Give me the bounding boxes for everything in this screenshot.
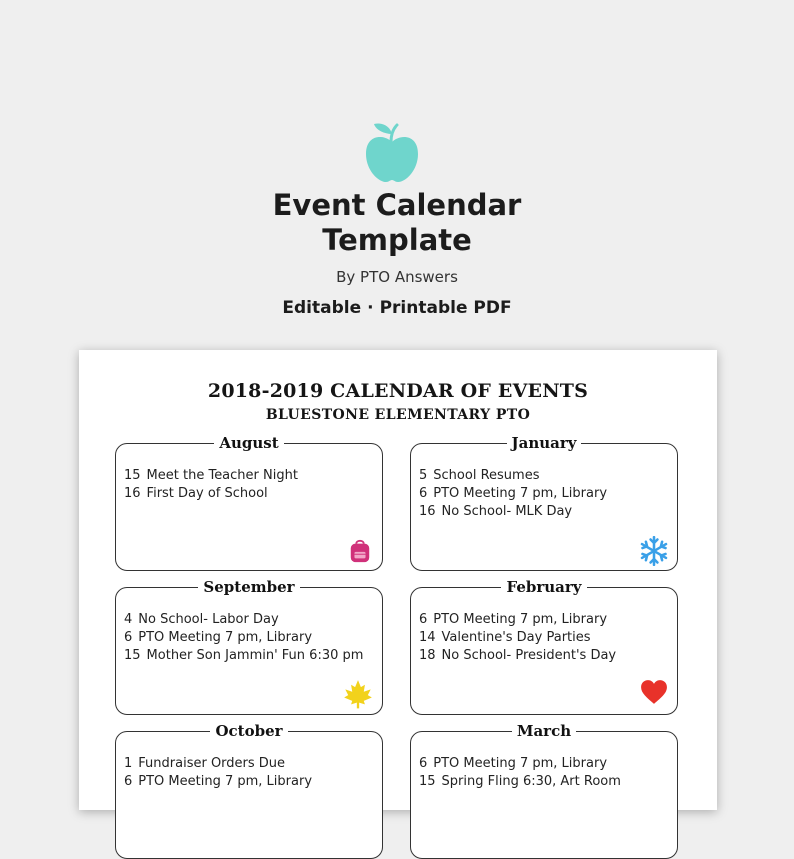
apple-icon (362, 120, 422, 184)
event-item (419, 611, 669, 629)
event-day: 6 (419, 486, 428, 501)
event-text: First Day of School (146, 486, 268, 501)
event-item (124, 467, 374, 485)
month-name: October (210, 722, 287, 740)
month-name: September (198, 578, 299, 596)
event-text: PTO Meeting 7 pm, Library (138, 630, 313, 645)
event-item (419, 467, 669, 485)
month-box-january (410, 434, 678, 571)
sheet-title: 2018-2019 CALENDAR OF EVENTS (207, 380, 589, 402)
event-item (419, 485, 669, 503)
event-item (419, 647, 669, 665)
snowflake-icon (639, 536, 669, 566)
event-list (419, 611, 669, 665)
event-day: 16 (419, 504, 436, 519)
event-text: PTO Meeting 7 pm, Library (433, 756, 608, 771)
event-item (419, 503, 669, 521)
event-day: 6 (124, 774, 133, 789)
event-text: Mother Son Jammin' Fun 6:30 pm (146, 648, 364, 663)
event-day: 4 (124, 612, 133, 627)
calendar-sheet (79, 350, 717, 810)
format-editable: Editable (282, 298, 362, 318)
title-line-2: Template (322, 223, 472, 257)
event-day: 15 (124, 648, 141, 663)
month-box-october (115, 722, 383, 859)
event-item (419, 773, 669, 791)
event-item (419, 629, 669, 647)
month-box-august (115, 434, 383, 571)
month-name: January (507, 434, 582, 452)
event-text: Meet the Teacher Night (146, 468, 298, 483)
event-day: 18 (419, 648, 436, 663)
event-day: 15 (124, 468, 141, 483)
sheet-subtitle: BLUESTONE ELEMENTARY PTO (265, 407, 531, 423)
event-text: Valentine's Day Parties (441, 630, 591, 645)
event-text: No School- Labor Day (138, 612, 279, 627)
event-item (124, 611, 374, 629)
event-text: PTO Meeting 7 pm, Library (433, 612, 608, 627)
event-text: No School- President's Day (441, 648, 617, 663)
event-text: PTO Meeting 7 pm, Library (433, 486, 608, 501)
backpack-icon (348, 536, 372, 566)
event-day: 1 (124, 756, 133, 771)
event-item (124, 773, 374, 791)
heart-icon (639, 678, 669, 706)
event-item (124, 629, 374, 647)
event-day: 6 (419, 756, 428, 771)
month-box-march (410, 722, 678, 859)
event-text: School Resumes (433, 468, 540, 483)
event-text: PTO Meeting 7 pm, Library (138, 774, 313, 789)
month-box-february (410, 578, 678, 715)
event-item (124, 485, 374, 503)
month-name: March (512, 722, 576, 740)
event-text: Fundraiser Orders Due (138, 756, 286, 771)
page-title (0, 188, 794, 258)
event-list (419, 755, 669, 791)
event-list (124, 467, 374, 503)
format-line (0, 298, 794, 318)
byline: By PTO Answers (336, 268, 458, 286)
title-line-1: Event Calendar (272, 188, 522, 222)
month-box-september (115, 578, 383, 715)
event-text: Spring Fling 6:30, Art Room (441, 774, 621, 789)
format-pdf: Printable PDF (379, 298, 512, 318)
event-day: 6 (419, 612, 428, 627)
format-separator: · (367, 298, 374, 318)
maple-leaf-icon (343, 678, 373, 710)
event-item (419, 755, 669, 773)
event-list (124, 611, 374, 665)
month-name: August (214, 434, 283, 452)
event-day: 6 (124, 630, 133, 645)
event-day: 16 (124, 486, 141, 501)
event-item (124, 647, 374, 665)
event-day: 15 (419, 774, 436, 789)
month-name: February (501, 578, 586, 596)
event-list (124, 755, 374, 791)
event-item (124, 755, 374, 773)
event-text: No School- MLK Day (441, 504, 573, 519)
event-day: 5 (419, 468, 428, 483)
event-day: 14 (419, 630, 436, 645)
event-list (419, 467, 669, 521)
